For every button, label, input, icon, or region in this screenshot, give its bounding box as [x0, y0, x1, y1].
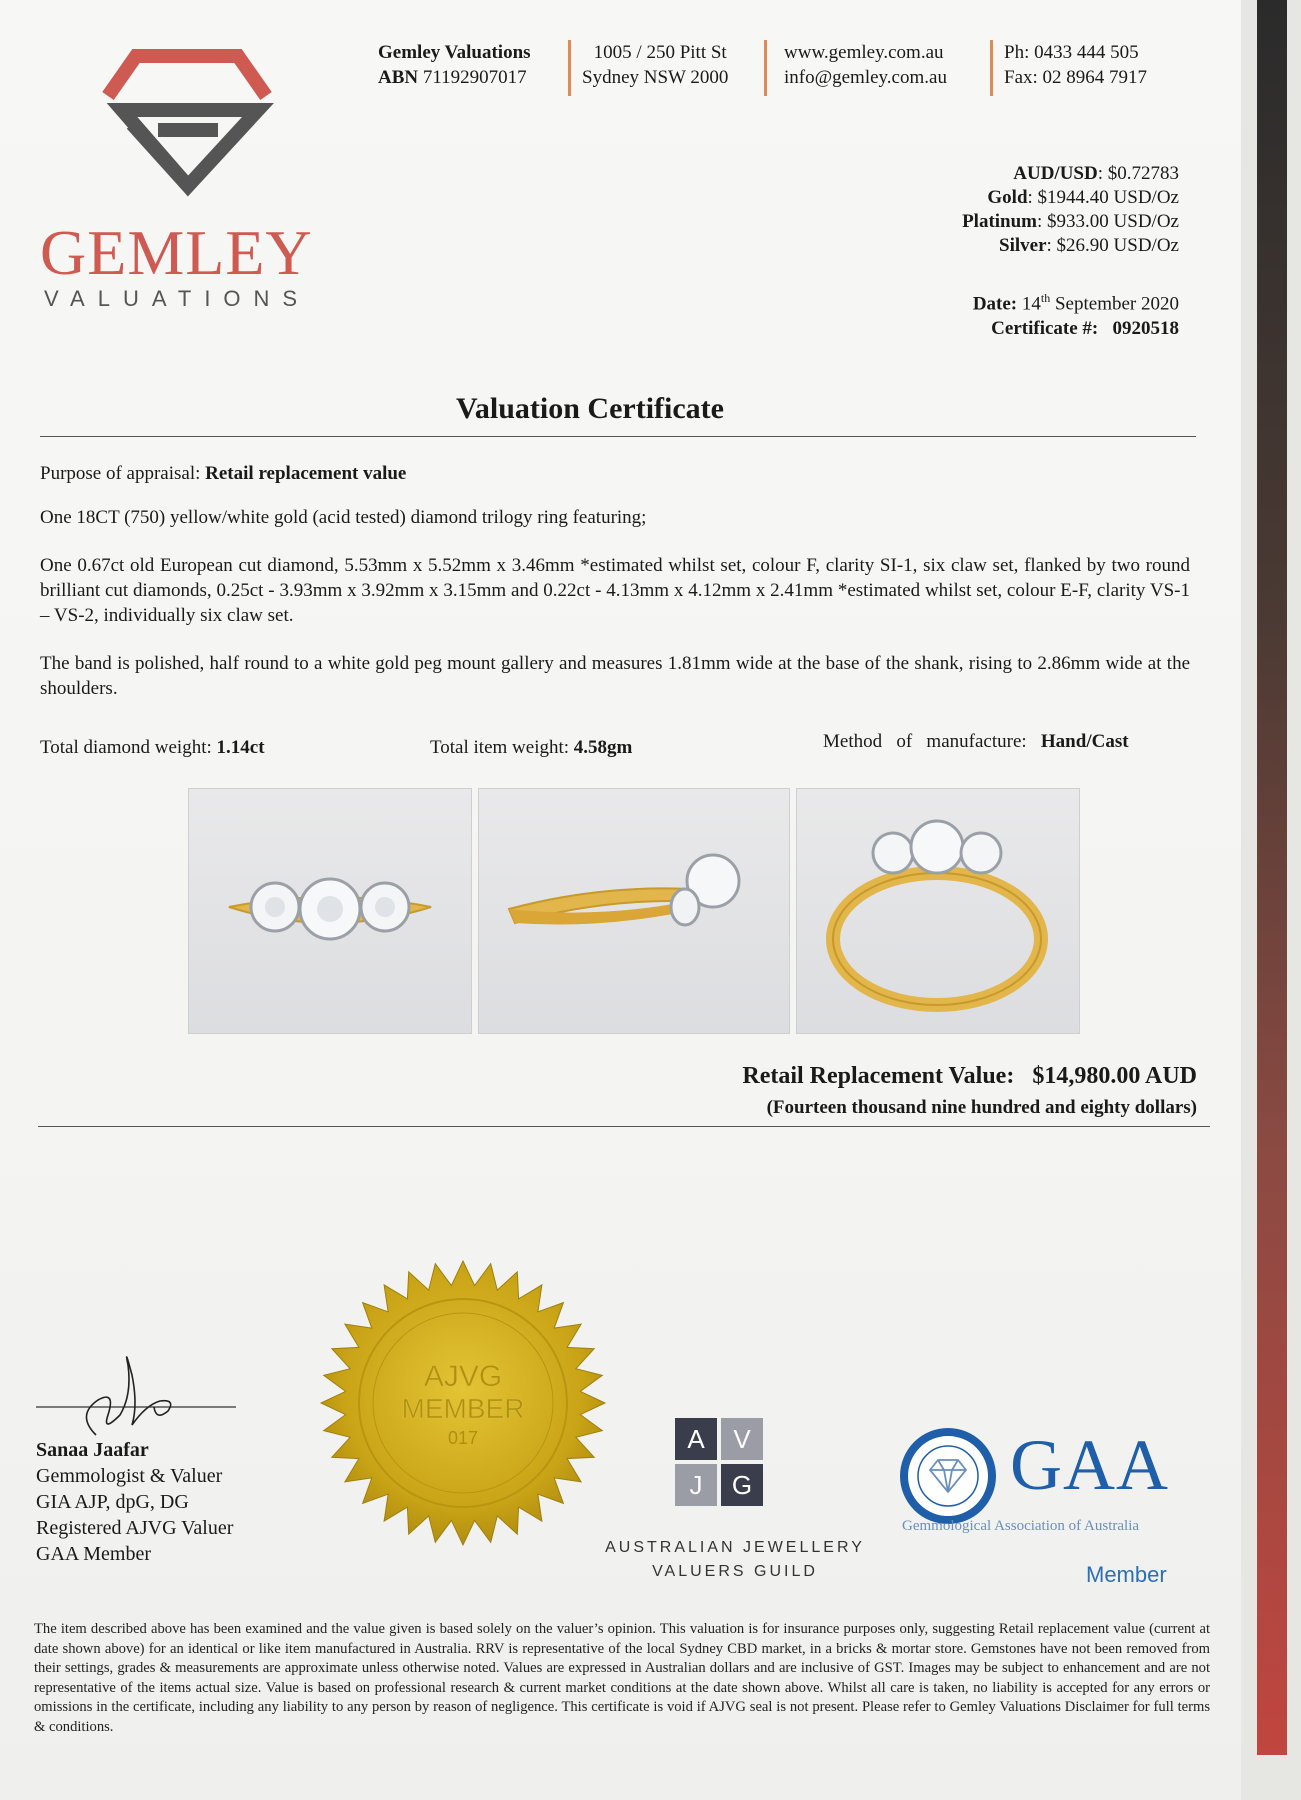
abn-value: 71192907017 [422, 67, 527, 88]
metal-rates [962, 162, 1179, 258]
page-title: Valuation Certificate [455, 392, 724, 425]
ajvg-letter-j: J [675, 1464, 717, 1506]
rate-row: AUD/USD: $0.72783 [1013, 163, 1179, 184]
gaa-member-label: Member [1086, 1562, 1167, 1587]
rate-row: Gold: $1944.40 USD/Oz [987, 187, 1179, 208]
rrv-in-words: (Fourteen thousand nine hundred and eighty dollars) [766, 1097, 1197, 1118]
ring-photo-back [796, 788, 1080, 1034]
value-rule [38, 1126, 1210, 1127]
date-block: Date: 14th September 2020 Certificate #: 0920518 [972, 291, 1179, 340]
retail-replacement-value: Retail Replacement Value: $14,980.00 AUD [742, 1063, 1197, 1089]
gemley-logo [40, 48, 340, 318]
ring-photo-front [188, 788, 472, 1034]
method-of-manufacture: Method of manufacture: Hand/Cast [823, 731, 1129, 752]
seal-text-ajvg: AJVG [423, 1360, 503, 1393]
phone-number: Ph: 0433 444 505 [1004, 42, 1139, 63]
ring-back-image [797, 789, 1079, 1033]
ajvg-full-name: AUSTRALIAN JEWELLERY VALUERS GUILD [605, 1539, 865, 1580]
certificate-number: 0920518 [1112, 318, 1179, 340]
gaa-wordmark: GAA [1010, 1425, 1169, 1505]
rate-row: Silver: $26.90 USD/Oz [999, 235, 1179, 256]
ajvg-letter-g: G [721, 1464, 763, 1506]
ajvg-letter-v: V [721, 1418, 763, 1460]
side-gradient-bar [1257, 0, 1287, 1755]
address-block [582, 40, 728, 90]
company-name: Gemley Valuations [378, 42, 531, 63]
signatory-title: Gemmologist & Valuer [36, 1465, 223, 1487]
gold-seal-icon [318, 1258, 608, 1548]
ajvg-seal [318, 1258, 608, 1548]
seal-text-number: 017 [447, 1428, 479, 1448]
description-band: The band is polished, half round to a white gold peg mount gallery and measures 1.81mm wide at the base of the shank, rising to 2.86mm wide at the shoulders. [40, 653, 1190, 699]
signatory-qualifications: GIA AJP, dpG, DG [36, 1491, 189, 1513]
signatory-registration: Registered AJVG Valuer [36, 1517, 234, 1539]
header-divider [764, 40, 767, 96]
website-link[interactable]: www.gemley.com.au [784, 42, 944, 63]
abn-label: ABN [378, 67, 419, 88]
seal-text-member: MEMBER [401, 1393, 525, 1424]
signatory-name: Sanaa Jaafar [36, 1439, 149, 1461]
fax-number: Fax: 02 8964 7917 [1004, 67, 1148, 88]
ring-photo-side [478, 788, 790, 1034]
gaa-emblem-icon [900, 1428, 996, 1524]
ring-photos [188, 788, 1080, 1034]
date-label: Date: [972, 293, 1018, 315]
total-diamond-weight: Total diamond weight: 1.14ct [40, 737, 265, 758]
brand-subtitle: VALUATIONS [44, 286, 311, 311]
description-intro: One 18CT (750) yellow/white gold (acid tested) diamond trilogy ring featuring; [40, 507, 647, 528]
title-rule [40, 436, 1196, 437]
signatory-details [36, 1437, 233, 1567]
description-diamonds: One 0.67ct old European cut diamond, 5.53mm x 5.52mm x 3.46mm *estimated whilst set, colour F, clarity SI-1, six claw set, flanked by two round brilliant cut diamonds, 0.25ct - 3.93mm x 3.92mm x 3.15mm and 0.22ct - 4.13mm x 4.12mm x 2.41mm *estimated whilst set, colour E-F, clarity VS-1 – VS-2, individually six claw set. [40, 555, 1190, 626]
header-divider [990, 40, 993, 96]
address-line1: 1005 / 250 Pitt St [593, 42, 727, 63]
diamond-logo-icon [88, 48, 288, 198]
company-block [378, 40, 531, 90]
gaa-full-name: Gemmological Association of Australia [902, 1518, 1140, 1534]
rrv-amount: $14,980.00 AUD [1032, 1063, 1197, 1089]
email-link[interactable]: info@gemley.com.au [784, 67, 947, 88]
gaa-logo [900, 1424, 1200, 1604]
ring-front-image [189, 789, 471, 1033]
ajvg-letter-a: A [675, 1418, 717, 1460]
purpose-line: Purpose of appraisal: Retail replacement value [40, 463, 407, 484]
header-divider [568, 40, 571, 96]
signature [36, 1345, 256, 1445]
signatory-membership: GAA Member [36, 1543, 151, 1565]
ring-side-image [479, 789, 789, 1033]
ajvg-logo [585, 1400, 885, 1580]
brand-name: GEMLEY [40, 217, 313, 288]
disclaimer-text: The item described above has been examined and the value given is based solely on the valuer’s opinion. This valuation is for insurance purposes only, suggesting Retail replacement value (current at date shown above) for an identical or like item manufactured in Australia. RRV is representative of the local Sydney CBD market, in a bricks & mortar store. Gemstones have not been removed from their settings, grades & measurements are approximate unless otherwise noted. Values are expressed in Australian dollars and are inclusive of GST. Images may be subject to enhancement and are not representative of the items actual size. Value is based on professional research & current market conditions at the date shown above. Whilst all care is taken, no liability is accepted for any errors or omissions in the certificate, including any liability to any person by reason of negligence. This certificate is void if AJVG seal is not present. Please refer to Gemley Valuations Disclaimer for full terms & conditions. [34, 1621, 1210, 1735]
rate-row: Platinum: $933.00 USD/Oz [962, 211, 1179, 232]
address-line2: Sydney NSW 2000 [582, 67, 729, 88]
signature-image [36, 1345, 256, 1445]
web-block [784, 40, 947, 90]
total-item-weight: Total item weight: 4.58gm [430, 737, 633, 758]
phone-block [1004, 40, 1147, 90]
certificate-label: Certificate #: [991, 318, 1099, 340]
